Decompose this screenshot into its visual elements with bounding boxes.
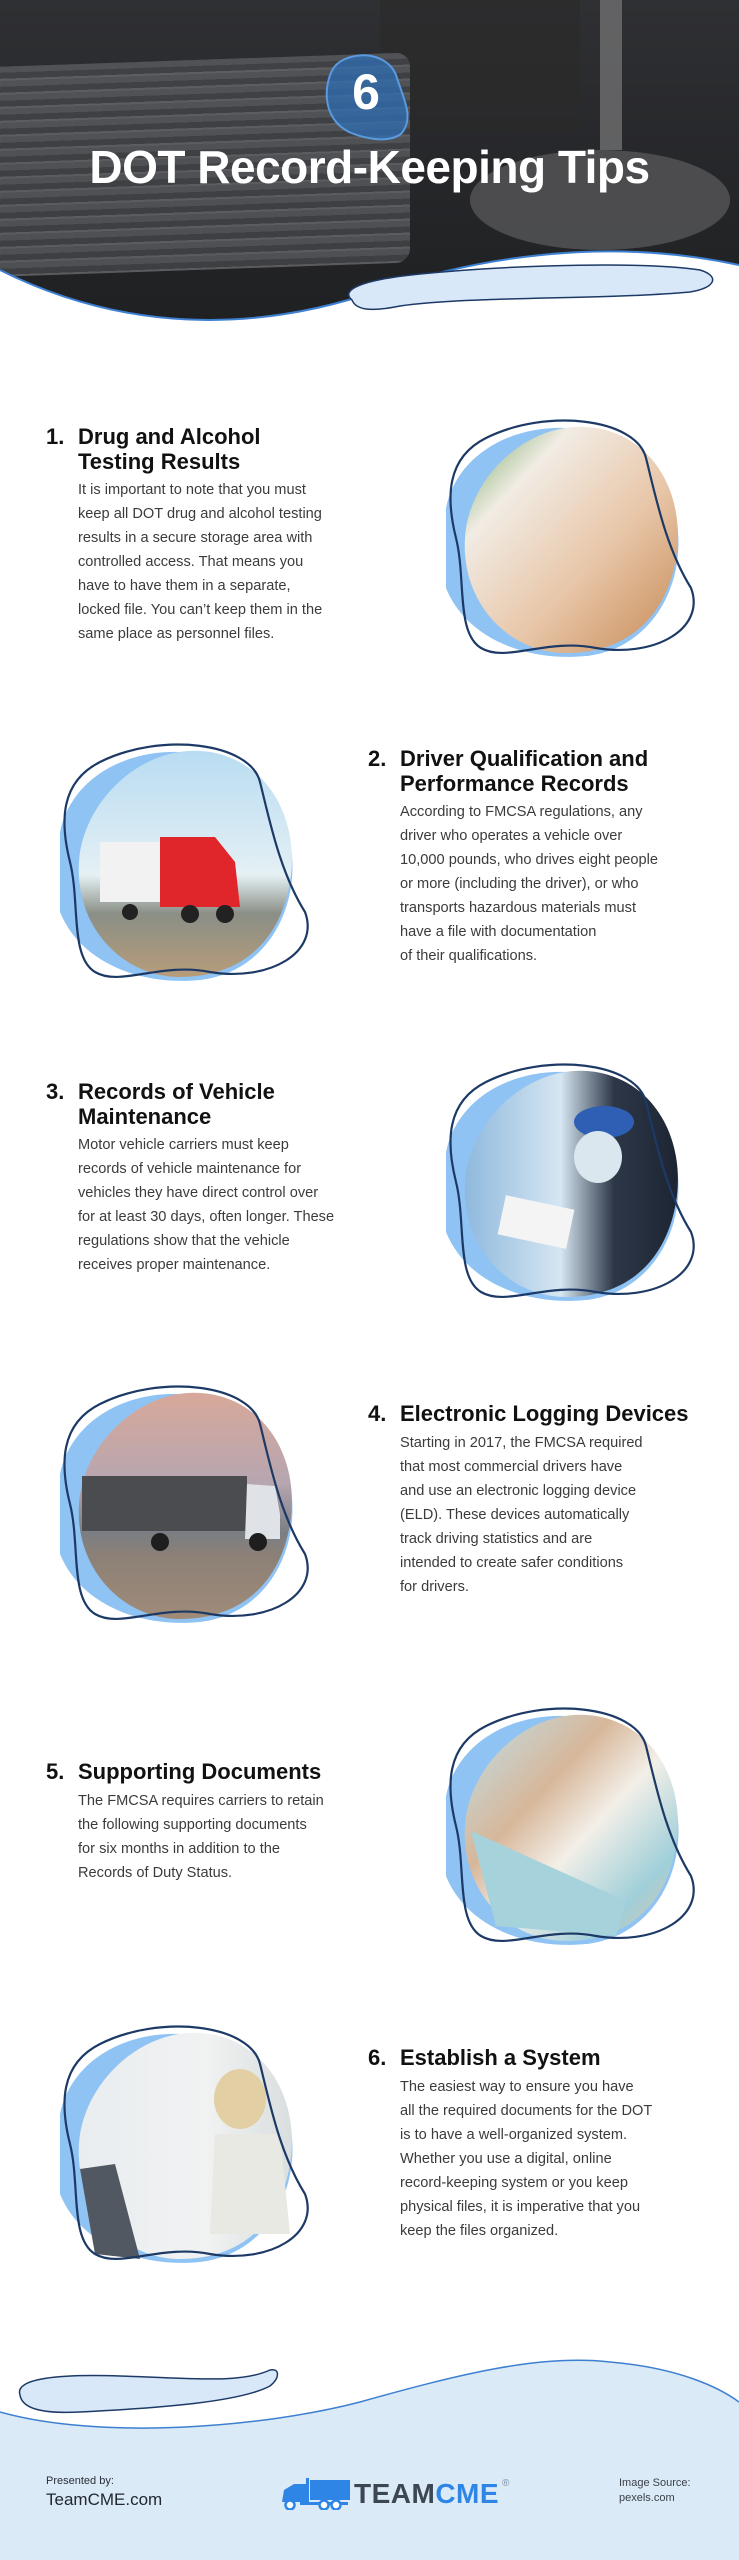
worker-in-mask-reading-papers-photo (426, 1042, 706, 1322)
body-line: for six months in addition to the (78, 1841, 280, 1857)
tip-heading (78, 424, 261, 474)
body-line: intended to create safer conditions (400, 1555, 624, 1571)
tip-number: 6. (368, 2045, 387, 2070)
tip-2-body (400, 800, 658, 968)
body-line: Starting in 2017, the FMCSA required (400, 1435, 643, 1451)
footer (0, 2340, 739, 2560)
body-line: track driving statistics and are (400, 1531, 593, 1547)
body-line: The FMCSA requires carriers to retain (78, 1793, 324, 1809)
logo-wordmark (354, 2478, 499, 2510)
tip-heading-line: Maintenance (78, 1104, 212, 1129)
body-line: locked file. You can’t keep them in the (78, 602, 323, 618)
tip-heading (78, 1759, 321, 1784)
image-source-label: Image Source: (619, 2477, 691, 2489)
body-line: for drivers. (400, 1579, 469, 1595)
tip-6-body (400, 2075, 652, 2243)
body-line: for at least 30 days, often longer. These (78, 1209, 335, 1225)
logo-cme-text: CME (435, 2478, 500, 2509)
body-line: of their qualifications. (400, 948, 538, 964)
tip-4 (368, 1401, 718, 1611)
tip-heading-line: Supporting Documents (78, 1759, 322, 1784)
body-line: Motor vehicle carriers must keep (78, 1137, 289, 1153)
body-line: Records of Duty Status. (78, 1865, 233, 1881)
truck-at-dusk-photo (40, 1364, 320, 1644)
tip-number: 1. (46, 424, 65, 449)
body-line: that most commercial drivers have (400, 1459, 623, 1475)
body-line: and use an electronic logging device (400, 1483, 637, 1499)
number-badge (323, 52, 409, 142)
hands-in-file-folder-photo (426, 1686, 706, 1966)
tip-heading (400, 746, 648, 796)
tip-3 (46, 1079, 386, 1289)
body-line: The easiest way to ensure you have (400, 2079, 634, 2095)
tip-heading (400, 1401, 689, 1426)
page-title: DOT Record-Keeping Tips (89, 141, 650, 193)
tip-number: 5. (46, 1759, 65, 1784)
tip-heading-line: Establish a System (400, 2045, 601, 2070)
trailer-shape (100, 842, 160, 902)
body-line: keep the files organized. (400, 2223, 559, 2239)
body-line: driver who operates a vehicle over (400, 828, 623, 844)
tip-1-body (78, 478, 322, 646)
hands-signing-document-photo (426, 398, 706, 678)
tip-heading-line: Driver Qualification and (400, 746, 649, 771)
body-line: the following supporting documents (78, 1817, 307, 1833)
tip-2 (368, 746, 708, 976)
tip-heading-line: Electronic Logging Devices (400, 1401, 689, 1426)
tip-number: 3. (46, 1079, 65, 1104)
body-line: results in a secure storage area with (78, 530, 313, 546)
image-source-site-link[interactable]: pexels.com (619, 2492, 675, 2504)
image-source (619, 2476, 691, 2506)
badge-number: 6 (352, 64, 380, 120)
footer-wave-background (0, 2340, 739, 2560)
hero-lamp-stem (600, 0, 622, 150)
presented-by-label: Presented by: (46, 2475, 114, 2487)
body-line: vehicles they have direct control over (78, 1185, 319, 1201)
body-line: controlled access. That means you (78, 554, 304, 570)
body-line: regulations show that the vehicle (78, 1233, 290, 1249)
body-line: or more (including the driver), or who (400, 876, 639, 892)
teamcme-logo[interactable] (280, 2476, 520, 2512)
truck-logo-icon (280, 2476, 352, 2510)
tip-heading-line: Testing Results (78, 449, 241, 474)
tip-1 (46, 424, 376, 654)
body-line: record-keeping system or you keep (400, 2175, 628, 2191)
body-line: is to have a well-organized system. (400, 2127, 628, 2143)
tip-5-body (78, 1789, 324, 1885)
body-line: keep all DOT drug and alcohol testing (78, 506, 322, 522)
registered-mark: ® (502, 2478, 510, 2489)
body-line: (ELD). These devices automatically (400, 1507, 630, 1523)
woman-at-laptop-photo (40, 2004, 320, 2284)
tip-heading (78, 1079, 275, 1129)
logo-team-text: TEAM (354, 2478, 436, 2509)
hero-banner (0, 0, 739, 330)
body-line: have to have them in a separate, (78, 578, 291, 594)
body-line: receives proper maintenance. (78, 1257, 271, 1273)
tip-number: 4. (368, 1401, 387, 1426)
tip-number: 2. (368, 746, 387, 771)
tip-3-body (78, 1133, 334, 1277)
body-line: records of vehicle maintenance for (78, 1161, 302, 1177)
hero-background-shadow (380, 0, 580, 130)
hero-wave-divider (0, 240, 739, 330)
body-line: It is important to note that you must (78, 482, 306, 498)
tip-4-body (400, 1431, 643, 1599)
tip-heading-line: Performance Records (400, 771, 629, 796)
tip-heading-line: Drug and Alcohol (78, 424, 261, 449)
body-line: physical files, it is imperative that you (400, 2199, 641, 2215)
body-line: According to FMCSA regulations, any (400, 804, 643, 820)
body-line: transports hazardous materials must (400, 900, 637, 916)
body-line: 10,000 pounds, who drives eight people (400, 852, 659, 868)
red-semi-truck-photo (40, 722, 320, 1002)
body-line: same place as personnel files. (78, 626, 275, 642)
tip-6 (368, 2045, 718, 2255)
body-line: Whether you use a digital, online (400, 2151, 612, 2167)
presented-by-site-link[interactable]: TeamCME.com (46, 2490, 163, 2509)
tip-heading-line: Records of Vehicle (78, 1079, 275, 1104)
tip-5 (46, 1759, 386, 1889)
tip-heading (400, 2045, 601, 2070)
body-line: have a file with documentation (400, 924, 597, 940)
body-line: all the required documents for the DOT (400, 2103, 653, 2119)
